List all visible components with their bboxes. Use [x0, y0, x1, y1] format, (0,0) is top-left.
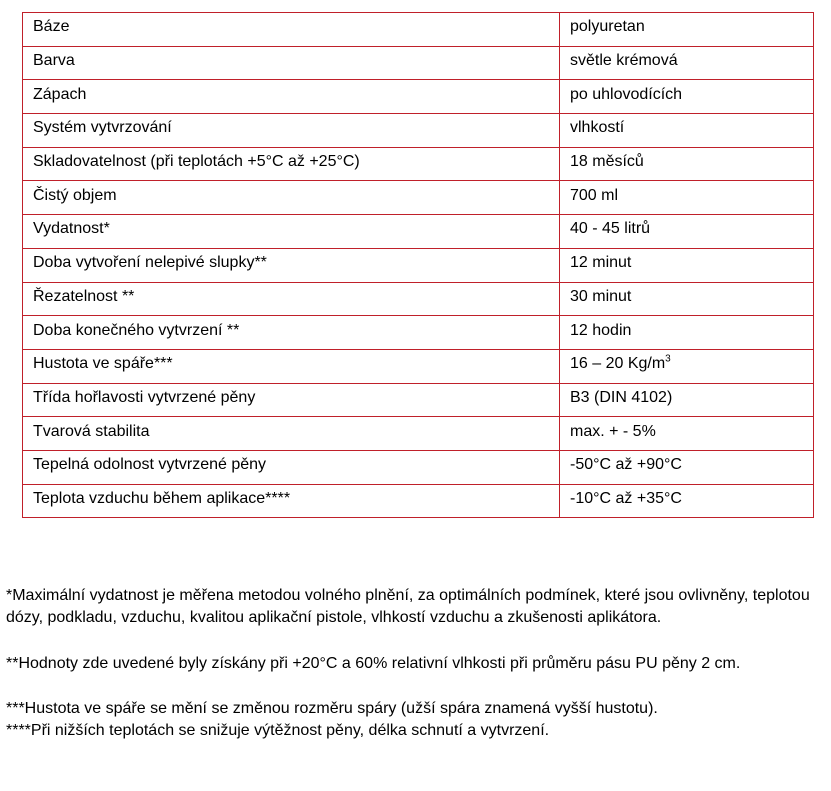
- row-label: Čistý objem: [23, 181, 560, 215]
- row-value: vlhkostí: [560, 114, 814, 148]
- row-value: 18 měsíců: [560, 147, 814, 181]
- table-row: [23, 450, 814, 484]
- table-row: [23, 46, 814, 80]
- row-value: 12 minut: [560, 248, 814, 282]
- row-label: Skladovatelnost (při teplotách +5°C až +25°C): [23, 147, 560, 181]
- row-label: Řezatelnost **: [23, 282, 560, 316]
- row-value: polyuretan: [560, 13, 814, 47]
- table-row: [23, 383, 814, 417]
- row-label: Teplota vzduchu během aplikace****: [23, 484, 560, 518]
- spec-table: [22, 12, 814, 518]
- row-label: Barva: [23, 46, 560, 80]
- table-row: [23, 181, 814, 215]
- footnote-temperature: ****Při nižších teplotách se snižuje výtěžnost pěny, délka schnutí a vytvrzení.: [6, 722, 550, 740]
- row-value: -50°C až +90°C: [560, 450, 814, 484]
- row-value: max. + - 5%: [560, 417, 814, 451]
- table-row: [23, 349, 814, 383]
- row-label: Systém vytvrzování: [23, 114, 560, 148]
- row-value: 700 ml: [560, 181, 814, 215]
- table-row: [23, 13, 814, 47]
- table-row: [23, 484, 814, 518]
- row-value: po uhlovodících: [560, 80, 814, 114]
- row-value: světle krémová: [560, 46, 814, 80]
- table-row: [23, 282, 814, 316]
- footnote-conditions: **Hodnoty zde uvedené byly získány při +20°C a 60% relativní vlhkosti při průměru pásu PU pěny 2 cm.: [6, 654, 741, 672]
- table-row: [23, 114, 814, 148]
- row-value: 30 minut: [560, 282, 814, 316]
- row-label: Tepelná odolnost vytvrzené pěny: [23, 450, 560, 484]
- footnote-density: ***Hustota ve spáře se mění se změnou rozměru spáry (užší spára znamená vyšší hustotu).: [6, 699, 658, 717]
- row-value: 12 hodin: [560, 316, 814, 350]
- unit-exponent: 3: [665, 353, 671, 365]
- row-value: -10°C až +35°C: [560, 484, 814, 518]
- row-label: Doba konečného vytvrzení **: [23, 316, 560, 350]
- row-label: Doba vytvoření nelepivé slupky**: [23, 248, 560, 282]
- footnotes: [6, 585, 828, 742]
- row-label: Zápach: [23, 80, 560, 114]
- table-row: [23, 316, 814, 350]
- row-label: Tvarová stabilita: [23, 417, 560, 451]
- row-value: B3 (DIN 4102): [560, 383, 814, 417]
- row-label: Hustota ve spáře***: [23, 349, 560, 383]
- row-label: Báze: [23, 13, 560, 47]
- table-row: [23, 80, 814, 114]
- table-row: [23, 248, 814, 282]
- footnote-yield: *Maximální vydatnost je měřena metodou volného plnění, za optimálních podmínek, které jsou ovlivněny, teplotou dózy, podkladu, vzduchu, kvalitou aplikační pistole, vlhkostí vzduchu a zkušenosti aplikátora.: [6, 587, 810, 627]
- table-row: [23, 147, 814, 181]
- row-label: Vydatnost*: [23, 215, 560, 249]
- row-label: Třída hořlavosti vytvrzené pěny: [23, 383, 560, 417]
- row-value: [560, 349, 814, 383]
- table-row: [23, 215, 814, 249]
- row-value: 40 - 45 litrů: [560, 215, 814, 249]
- density-value: 16 – 20 Kg/m: [570, 355, 666, 373]
- table-row: [23, 417, 814, 451]
